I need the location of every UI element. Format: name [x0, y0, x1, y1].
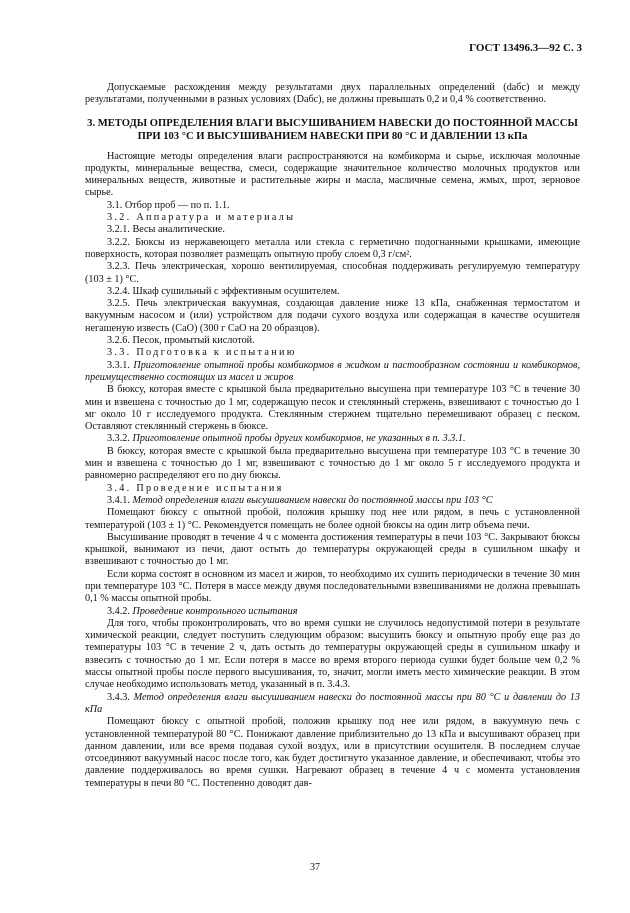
clause-number: 3.3.1. — [107, 359, 130, 371]
clause-3-2-3: 3.2.3. Печь электрическая, хорошо вентилируемая, способная поддерживать регулируемую температуру (103 ± 1) °С. — [85, 261, 580, 285]
clause-number: 3.4.3. — [107, 691, 130, 703]
running-header: ГОСТ 13496.3—92 С. 3 — [469, 42, 582, 54]
document-body — [85, 82, 580, 790]
section-title: 3. МЕТОДЫ ОПРЕДЕЛЕНИЯ ВЛАГИ ВЫСУШИВАНИЕМ НАВЕСКИ ДО ПОСТОЯННОЙ МАССЫ ПРИ 103 °С И ВЫСУШИВАНИЕМ НАВЕСКИ ПРИ 80 °С И ДАВЛЕНИИ 13 кПа — [87, 117, 578, 142]
clause-3-4-1-heading — [85, 495, 580, 507]
clause-number: 3.3.2. — [107, 433, 130, 445]
clause-3-4-2-text: Для того, чтобы проконтролировать, что во время сушки не случилось недопустимой потери в результате химической реакции, следует поступить следующим образом: высушить бюксу и опытную пробу еще раз до температуры 103 °С в течение 2 ч, дать остыть до температуры окружающей среды в сушильном шкафу и взвесить с точностью до 1 мг. Если потеря в массе во время второго периода сушки будет больше чем 0,2 % массы опытной пробы после первого высушивания, то, значит, могли иметь место химические реакции. В этом случае необходимо использовать метод, указанный в п. 3.4.3. — [85, 617, 580, 691]
clause-3-4-3-heading — [85, 692, 580, 717]
clause-3-3-1-heading — [85, 360, 580, 385]
clause-title: Проведение контрольного испытания — [132, 605, 298, 617]
clause-3-2-1: 3.2.1. Весы аналитические. — [107, 224, 225, 236]
clause-title: Приготовление опытной пробы других комбикормов, не указанных в п. 3.3.1. — [132, 433, 466, 445]
clause-3-2-heading: 3.2. Аппаратура и материалы — [107, 212, 296, 224]
clause-3-3-1-text: В бюксу, которая вместе с крышкой была предварительно высушена при температуре 103 °С в течение 30 мин и взвешена с точностью до 1 мг, содержащую песок и стеклянный стержень, взвешивают с точностью до 1 мг около 10 г исследуемого продукта. Стеклянным стержнем тщательно перемешивают образец с песком. Оставляют стеклянный стержень в бюксе. — [85, 384, 580, 433]
clause-title: Приготовление опытной пробы комбикормов в жидком и пастообразном состоянии и комбикормов, преимущественно состоящих из масел и жиров — [85, 359, 580, 383]
clause-3-2-2: 3.2.2. Бюксы из нержавеющего металла или стекла с герметично подогнанными крышками, имеющие поверхность, которая позволяет размещать опытную пробу слоем 0,3 г/см². — [85, 236, 580, 260]
intro-paragraph: Допускаемые расхождения между результатами двух параллельных определений (dабс) и между результатами, полученными в разных условиях (Dабс), не должны превышать 0,2 и 0,4 % соответственно. — [85, 82, 580, 106]
scope-paragraph: Настоящие методы определения влаги распространяются на комбикорма и сырье, исключая молочные продукты, минеральные вещества, смеси, содержащие значительное количество молочных продуктов или минеральных веществ, животные и растительные жиры и масла, масличные семена, жмых, шрот, зерновое сырье. — [85, 150, 580, 199]
clause-3-2-5: 3.2.5. Печь электрическая вакуумная, создающая давление ниже 13 кПа, снабженная термостатом и вакуумным насосом и (или) устройством для подачи сухого воздуха или содержащая в качестве осушителя негашеную известь (СаО) (300 г СаО на 20 образцов). — [85, 298, 580, 334]
clause-number: 3.4.2. — [107, 605, 130, 617]
clause-title: Метод определения влаги высушиванием навески до постоянной массы при 80 °С и давлении до 13 кПа — [85, 691, 580, 715]
clause-3-1: 3.1. Отбор проб — по п. 1.1. — [107, 199, 230, 211]
clause-3-4-1-para-c: Если корма состоят в основном из масел и жиров, то необходимо их сушить периодически в течение 30 мин при температуре 103 °С. Потеря в массе между двумя последовательными взвешиваниями не должна превышать 0,1 % массы опытной пробы. — [85, 568, 580, 605]
clause-3-4-1-para-b: Высушивание проводят в течение 4 ч с момента достижения температуры в печи 103 °С. Закрывают бюксы крышкой, вынимают из печи, дают остыть до температуры окружающей среды в сушильном шкафу и взвешивают с точностью до 1 мг. — [85, 531, 580, 568]
clause-3-2-6: 3.2.6. Песок, промытый кислотой. — [107, 335, 255, 347]
clause-3-4-3-text: Помещают бюксу с опытной пробой, положив крышку под нее или рядом, в вакуумную печь с установленной температурой 80 °С. Понижают давление приблизительно до 13 кПа и высушивают образец при данном давлении, или все время подавая сухой воздух, или в присутствии осушителя. В последнем случае отсоединяют вакуумный насос после того, как будет достигнуто указанное давление, и обеспечивают, чтобы это давление поддерживалось во время сушки. Нагревают образец в течение 4 ч с момента установления температуры в печи 80 °С. Постепенно доводят дав- — [85, 716, 580, 789]
clause-3-2-4: 3.2.4. Шкаф сушильный с эффективным осушителем. — [107, 285, 340, 297]
clause-3-3-2-text: В бюксу, которая вместе с крышкой была предварительно высушена при температуре 103 °С в течение 30 мин и взвешена с точностью до 1 мг, взвешивают с точностью до 1 мг около 5 г исследуемого продукта и равномерно распределяют его по дну бюксы. — [85, 445, 580, 482]
clause-3-3-2-heading — [85, 433, 580, 445]
clause-title: Метод определения влаги высушиванием навески до постоянной массы при 103 °С — [132, 494, 493, 506]
clause-3-4-heading: 3.4. Проведение испытания — [107, 482, 284, 494]
clause-number: 3.4.1. — [107, 494, 130, 506]
clause-3-3-heading: 3.3. Подготовка к испытанию — [107, 347, 297, 359]
clause-3-4-2-heading — [85, 606, 580, 618]
clause-3-4-1-para-a: Помещают бюксу с опытной пробой, положив крышку под нее или рядом, в печь с установленной температурой (103 ± 1) °С. Рекомендуется помещать не более одной бюксы на один литр объема печи. — [85, 507, 580, 531]
page-number: 37 — [310, 862, 320, 873]
